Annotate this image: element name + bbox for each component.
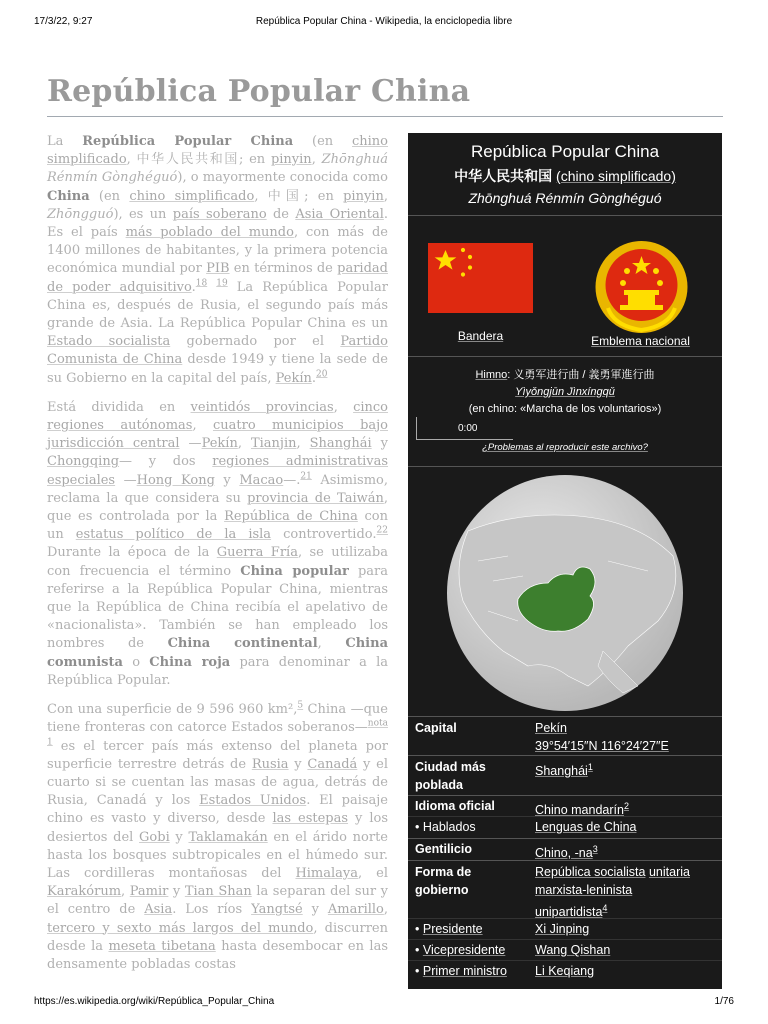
row-capital: Capital Pekín 39°54′15″N 116°24′27″E <box>408 716 722 755</box>
link-canada[interactable]: Canadá <box>307 756 358 772</box>
link-lenguas-china[interactable]: Lenguas de China <box>535 820 637 834</box>
link-municipios[interactable]: cuatro municipios bajo jurisdicción central <box>47 418 388 452</box>
anthem-translation: (en chino: «Marcha de los voluntarios») <box>468 403 662 415</box>
demonym-value[interactable]: Chino, -na <box>535 846 593 861</box>
link-tian-shan[interactable]: Tian Shan <box>184 884 252 900</box>
link-hong-kong[interactable]: Hong Kong <box>136 472 215 488</box>
link-vicepresidente[interactable]: Vicepresidente <box>422 943 506 957</box>
row-official-language: Idioma oficial Chino mandarín$^2$ <box>408 795 722 816</box>
ref-link[interactable]: 21 <box>300 471 312 482</box>
chino-simplificado-link[interactable]: (chino simplificado) <box>556 168 676 184</box>
link-provincia-taiwan[interactable]: provincia de Taiwán <box>247 490 384 506</box>
emblem-caption[interactable]: Emblema nacional <box>591 334 690 348</box>
infobox-facts <box>408 716 722 983</box>
link-pib[interactable]: PIB <box>206 261 230 277</box>
infobox-romanization: Zhōnghuá Rénmín Gònghéguó <box>468 190 662 206</box>
link-amarillo[interactable]: Amarillo <box>327 902 384 918</box>
ref-link[interactable]: 19 <box>216 278 228 289</box>
row-demonym: Gentilicio Chino, $-na^3$ <box>408 838 722 860</box>
infobox-title: República Popular China <box>470 142 660 161</box>
link-guerra-fria[interactable]: Guerra Fría <box>216 545 298 561</box>
anthem-section: Himno: 义勇军进行曲 / 義勇軍進行曲 Yìyǒngjūn Jìnxíngqǔ (en chino: «Marcha de los voluntarios») 0:00 ¿Problemas al reproducir este archivo? <box>408 357 722 466</box>
star-icon <box>428 243 533 313</box>
ref-link[interactable]: 2 <box>623 801 629 811</box>
link-pamir[interactable]: Pamir <box>129 884 169 900</box>
row-premier: • Primer ministro Li Keqiang <box>408 960 722 983</box>
ref-link[interactable]: 20 <box>316 369 328 380</box>
print-page-number: 1/76 <box>714 996 734 1007</box>
ref-link[interactable]: 5 <box>297 700 304 711</box>
link-chino-simplificado[interactable]: chino simplificado <box>47 134 389 168</box>
infobox <box>408 133 722 989</box>
coordinates-link[interactable]: 39°54′15″N 116°24′27″E <box>535 739 669 753</box>
link-macao[interactable]: Macao <box>239 472 284 488</box>
link-pinyin[interactable]: pinyin <box>270 152 312 168</box>
link-mandarin[interactable]: Chino mandarín <box>535 803 624 818</box>
ref-link[interactable]: 3 <box>592 844 598 854</box>
link-estados-unidos[interactable]: Estados Unidos <box>199 793 307 809</box>
link-karakorum[interactable]: Karakórum <box>47 884 122 900</box>
link-marxista-leninista[interactable]: marxista-leninista <box>535 883 633 897</box>
link-li-keqiang[interactable]: Li Keqiang <box>535 964 595 978</box>
globe-icon[interactable] <box>408 471 722 715</box>
link-asia-oriental[interactable]: Asia Oriental <box>295 206 384 222</box>
link-republica-socialista[interactable]: República socialista <box>535 865 646 879</box>
link-taklamakan[interactable]: Taklamakán <box>188 829 268 845</box>
link-rios-largos[interactable]: tercero y sexto más largos del mundo <box>47 920 314 936</box>
row-government: Forma de gobierno República socialista unitaria marxista-leninista unipartidista$^4$ <box>408 860 722 918</box>
page-title: República Popular China <box>47 74 471 109</box>
link-yangtse[interactable]: Yangtsé <box>251 902 303 918</box>
print-datetime: 17/3/22, 9:27 <box>34 16 93 27</box>
print-footer <box>34 996 734 1010</box>
link-regiones-autonomas[interactable]: cinco regiones autónomas <box>47 399 389 434</box>
link-pekin[interactable]: Pekín <box>201 436 238 452</box>
audio-help-link[interactable]: ¿Problemas al reproducir este archivo? <box>482 442 648 453</box>
link-himalaya[interactable]: Himalaya <box>295 865 359 881</box>
row-largest-city: Ciudad más poblada Shanghái$^1$ <box>408 755 722 795</box>
infobox-native-name: 中华人民共和国 (chino simplificado) <box>454 168 676 184</box>
ref-link[interactable]: 22 <box>376 525 388 536</box>
link-asia[interactable]: Asia <box>144 902 173 918</box>
national-symbols <box>408 216 722 356</box>
link-pais-soberano[interactable]: país soberano <box>172 206 267 222</box>
flag-image[interactable] <box>428 243 533 313</box>
ref-link[interactable]: 1 <box>587 762 593 772</box>
link-pinyin[interactable]: pinyin <box>343 188 384 204</box>
link-estado-socialista[interactable]: Estado socialista <box>47 334 171 350</box>
ref-link[interactable]: 18 <box>195 278 208 289</box>
link-chino-simplificado[interactable]: chino simplificado <box>129 188 255 204</box>
row-spoken-languages: • Hablados Lenguas de China <box>408 816 722 838</box>
link-mas-poblado[interactable]: más poblado del mundo <box>125 225 294 241</box>
link-unitaria[interactable]: unitaria <box>648 865 690 879</box>
article-paragraph-1: La República Popular China (en chino simplificado, 中华人民共和国; en pinyin, Zhōnghuá Rénmín Gònghéguó), o mayormente conocida como China (en chino simplificado, 中国; en pinyin, Zhōngguó), es un país soberano de Asia Oriental. Es el país más poblado del mundo, con más de 1400 millones de habitantes, y la primera potencia económica mundial por PIB en términos de paridad de poder adquisitivo.$^{18}$ $^{19}$ La República Popular China es, después de Rusia, el segundo país más grande de Asia. La República Popular China es un Estado socialista gobernado por el Partido Comunista de China desde 1949 y tiene la sede de su Gobierno en la capital del país, Pekín.$^{20}$ <box>47 134 389 386</box>
print-header <box>34 16 734 30</box>
flag-caption[interactable]: Bandera <box>457 329 504 343</box>
anthem-pinyin[interactable]: Yìyǒngjūn Jìnxíngqǔ <box>515 386 615 398</box>
link-rae[interactable]: regiones administrativas especiales <box>47 454 389 488</box>
print-doc-title: República Popular China - Wikipedia, la enciclopedia libre <box>255 16 513 27</box>
article-paragraph-3: Con una superficie de 9 596 960 km²,$^5$ China —que tiene fronteras con catorce Estados soberanos—$^{nota 1}$ es el tercer país más extenso del planeta por superficie terrestre detrás de Rusia y Canadá y el cuarto si se cuentan las masas de agua, detrás de Rusia, Canadá y los Estados Unidos. El paisaje chino es vasto y diverso, desde las estepas y los desiertos del Gobi y Taklamakán en el árido norte hasta los bosques subtropicales en el húmedo sur. Las cordilleras montañosas del Himalaya, el Karakórum, Pamir y Tian Shan la separan del sur y el centro de Asia. Los ríos Yangtsé y Amarillo, tercero y sexto más largos del mundo, discurren desde la meseta tibetana hasta desembocar en las densamente pobladas costas <box>47 700 389 972</box>
link-unipartidista[interactable]: unipartidista <box>535 905 603 920</box>
link-shanghai[interactable]: Shanghái <box>535 764 588 779</box>
link-ppa[interactable]: paridad de poder adquisitivo <box>47 261 388 295</box>
link-estatus-politico[interactable]: estatus político de la isla <box>75 527 272 543</box>
link-provincias[interactable]: veintidós provincias <box>190 399 334 415</box>
row-vicepresident: • Vicepresidente Wang Qishan <box>408 939 722 960</box>
row-president: • Presidente Xi Jinping <box>408 918 722 939</box>
link-pcch[interactable]: Partido Comunista de China <box>47 334 388 368</box>
link-tianjin[interactable]: Tianjin <box>250 436 297 452</box>
link-republica-de-china[interactable]: República de China <box>224 509 358 525</box>
link-capital[interactable]: Pekín <box>535 721 567 735</box>
article-paragraph-2: Está dividida en veintidós provincias, cinco regiones autónomas, cuatro municipios bajo jurisdicción central —Pekín, Tianjin, Shanghái y Chongqing— y dos regiones administrativas especiales —Hong Kong y Macao—.$^{21}$ Asimismo, reclama la que considera su provincia de Taiwán, que es controlada por la República de China con un estatus político de la isla controvertido.$^{22}$ Durante la época de la Guerra Fría, se utilizaba con frecuencia el término China popular para referirse a la República Popular China, mientras que la República de China recibía el apelativo de «nacionalista». También se han empleado los nombres de China continental, China comunista o China roja para denominar a la República Popular. <box>47 399 389 688</box>
link-estepas[interactable]: las estepas <box>272 811 349 827</box>
infobox-header <box>408 133 722 215</box>
link-primer-ministro[interactable]: Primer ministro <box>422 964 507 978</box>
anthem-title: 义勇军进行曲 / 義勇軍進行曲 <box>513 369 655 381</box>
link-meseta-tibetana[interactable]: meseta tibetana <box>108 938 216 954</box>
locator-map <box>408 467 722 717</box>
title-divider <box>47 116 723 117</box>
link-rusia[interactable]: Rusia <box>251 756 289 772</box>
link-pekin[interactable]: Pekín <box>275 370 312 386</box>
ref-link[interactable]: 4 <box>602 903 608 913</box>
link-gobi[interactable]: Gobi <box>139 829 170 845</box>
link-presidente[interactable]: Presidente <box>422 922 483 936</box>
print-url: https://es.wikipedia.org/wiki/República_Popular_China <box>34 996 275 1007</box>
anthem-link[interactable]: Himno <box>475 369 508 381</box>
link-chongqing[interactable]: Chongqing <box>47 454 120 470</box>
note-link[interactable]: nota 1 <box>47 718 388 748</box>
article-body <box>47 133 388 985</box>
emblem-image[interactable] <box>594 238 689 336</box>
link-shanghai[interactable]: Shanghái <box>309 436 372 452</box>
link-wang-qishan[interactable]: Wang Qishan <box>535 943 611 957</box>
link-xi-jinping[interactable]: Xi Jinping <box>535 922 590 936</box>
audio-time: 0:00 <box>458 423 478 434</box>
